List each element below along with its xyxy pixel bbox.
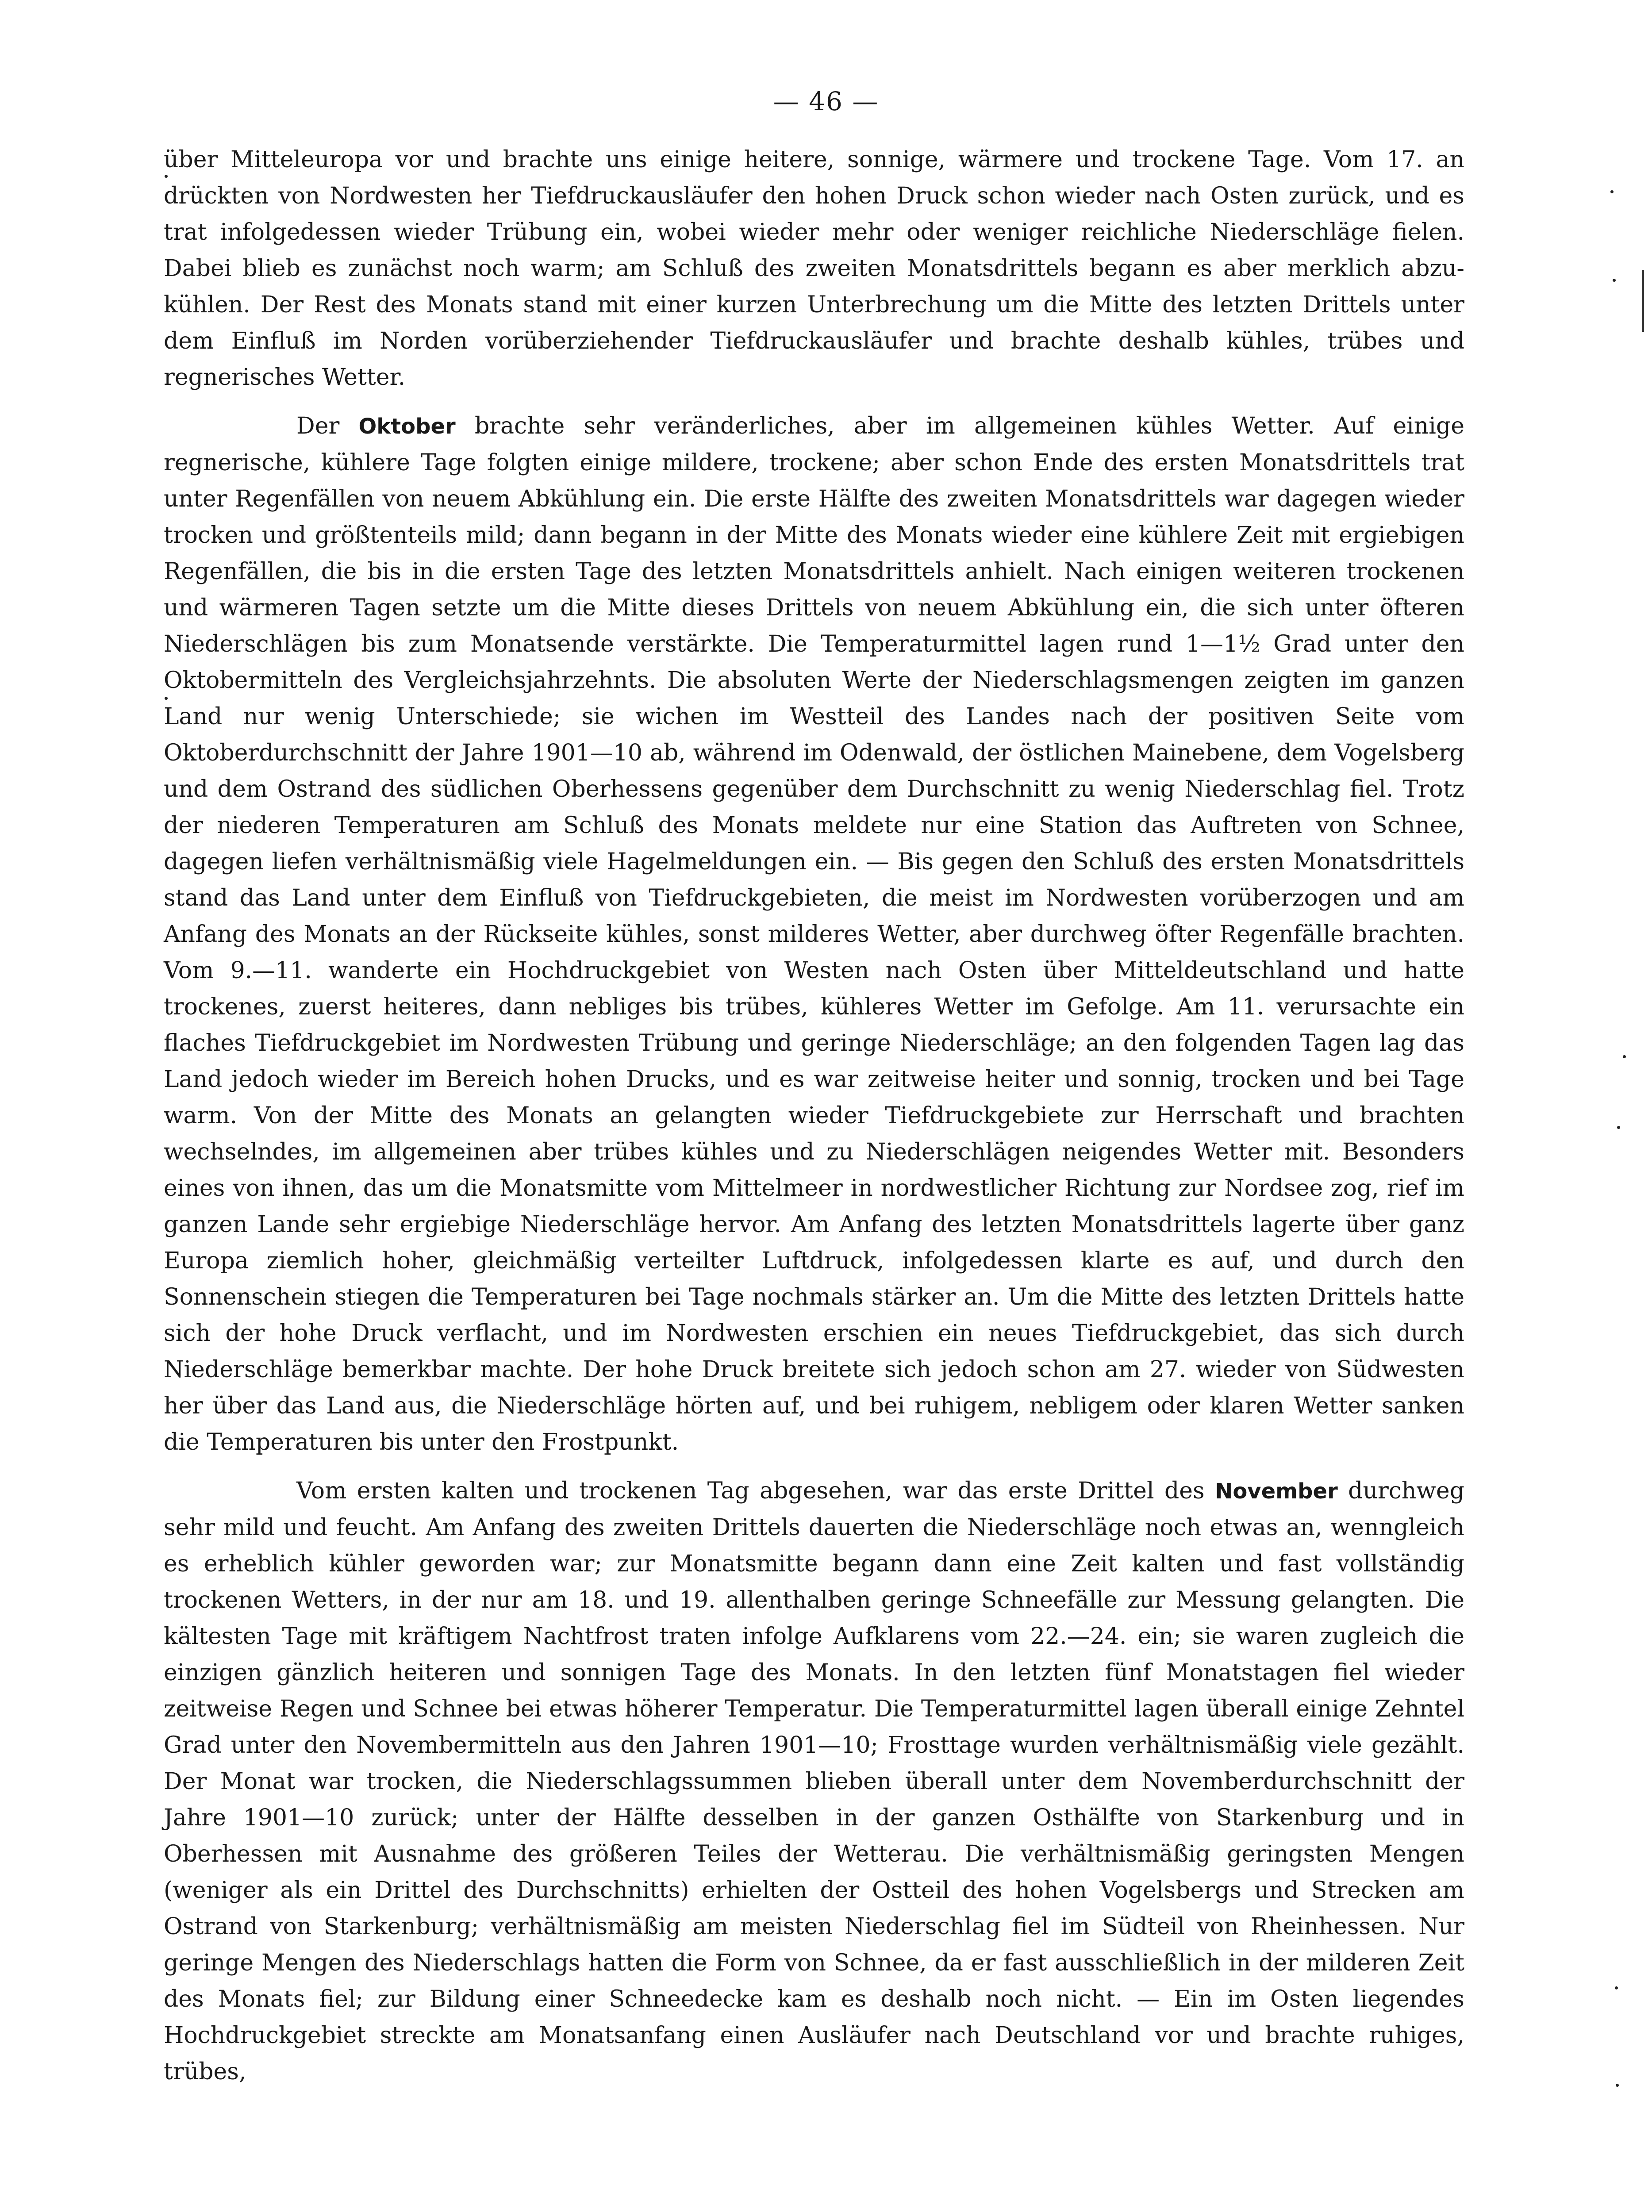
scan-speck xyxy=(1613,279,1616,282)
scan-speck xyxy=(165,175,168,178)
body-text xyxy=(164,142,1464,2102)
scan-line xyxy=(1642,270,1644,332)
month-heading-oktober: Oktober xyxy=(358,414,456,439)
paragraph-oktober xyxy=(164,408,1464,1460)
text-segment: durchweg sehr mild und feucht. Am Anfang des zweiten Drittels dauerten die Niederschläge noch etwas an, wenngleich es erheblich kühler geworden war; zur Monatsmitte begann dann eine Zeit kalten und fast vollständig trockenen Wetters, in der nur am 18. und 19. allenthalben geringe Schneefälle zur Messung gelangten. Die kältesten Tage mit kräftigem Nachtfrost traten infolge Aufklarens vom 22.—24. ein; sie waren zugleich die einzigen gänzlich heiteren und sonnigen Tage des Monats. In den letzten fünf Monatstagen fiel wieder zeitweise Regen und Schnee bei etwas höherer Temperatur. Die Temperaturmittel lagen überall einige Zehntel Grad unter den Novembermitteln aus den Jahren 1901—10; Frosttage wurden verhältnismäßig viele gezählt. Der Monat war trocken, die Niederschlagssummen blieben überall unter dem Novemberdurchschnitt der Jahre 1901—10 zurück; unter der Hälfte desselben in der ganzen Osthälfte von Starkenburg und in Oberhessen mit Ausnahme des größeren Teiles der Wetterau. Die verhältnismäßig geringsten Mengen (weniger als ein Drittel des Durchschnitts) erhielten der Ostteil des hohen Vogelsbergs und Strecken am Ostrand von Starkenburg; verhältnismäßig am meisten Niederschlag fiel im Südteil von Rheinhessen. Nur geringe Mengen des Niederschlags hatten die Form von Schnee, da er fast ausschließlich in der milderen Zeit des Monats fiel; zur Bildung einer Schneedecke kam es deshalb noch nicht. — Ein im Osten liegendes Hochdruckgebiet streckte am Monatsanfang einen Ausläufer nach Deutschland vor und brachte ruhiges, trübes, xyxy=(164,1478,1464,2085)
paragraph-november xyxy=(164,1473,1464,2090)
text-segment: über Mitteleuropa vor und brachte uns einige heitere, sonnige, wärmere und trockene Tage. Vom 17. an drückten von Nordwesten her Tiefdruckausläufer den hohen Druck schon wieder nach Osten zurück, und es trat infolgedessen wieder Trübung ein, wobei wieder mehr oder weniger reichliche Niederschläge fielen. Dabei blieb es zunächst noch warm; am Schluß des zweiten Monatsdrittels begann es aber merklich abzukühlen. Der Rest des Monats stand mit einer kurzen Unterbrechung um die Mitte des letzten Drittels unter dem Einfluß im Norden vorüberziehender Tiefdruckausläufer und brachte deshalb kühles, trübes und regnerisches Wetter. xyxy=(164,146,1464,391)
text-segment: Der xyxy=(296,413,359,439)
paragraph-september-end xyxy=(164,142,1464,396)
scan-speck xyxy=(1617,1126,1620,1129)
text-segment: Vom ersten kalten und trockenen Tag abgesehen, war das erste Drittel des xyxy=(296,1478,1215,1504)
scan-speck xyxy=(165,697,168,700)
scan-speck xyxy=(1623,1055,1626,1058)
month-heading-november: November xyxy=(1215,1479,1338,1504)
scan-speck xyxy=(1616,2084,1619,2087)
text-segment: brachte sehr veränderliches, aber im allgemeinen kühles Wetter. Auf einige regnerische, kühlere Tage folgten einige mildere, trockene; aber schon Ende des ersten Monatsdrittels trat unter Regenfällen von neuem Abkühlung ein. Die erste Hälfte des zweiten Monatsdrittels war dagegen wieder trocken und größtenteils mild; dann begann in der Mitte des Monats wieder eine kühlere Zeit mit ergiebigen Regenfällen, die bis in die ersten Tage des letzten Monatsdrittels anhielt. Nach einigen weiteren trockenen und wärmeren Tagen setzte um die Mitte dieses Drittels von neuem Abkühlung ein, die sich unter öfteren Niederschlägen bis zum Monatsende verstärkte. Die Temperaturmittel lagen rund 1—1½ Grad unter den Oktobermitteln des Vergleichsjahrzehnts. Die absoluten Werte der Niederschlagsmengen zeigten im ganzen Land nur wenig Unterschiede; sie wichen im Westteil des Landes nach der positiven Seite vom Oktoberdurchschnitt der Jahre 1901—10 ab, während im Odenwald, der östlichen Mainebene, dem Vogelsberg und dem Ostrand des südlichen Oberhessens gegenüber dem Durchschnitt zu wenig Niederschlag fiel. Trotz der niederen Temperaturen am Schluß des Monats meldete nur eine Station das Auftreten von Schnee, dagegen liefen verhältnismäßig viele Hagelmeldungen ein. — Bis gegen den Schluß des ersten Monatsdrittels stand das Land unter dem Einfluß von Tiefdruckgebieten, die meist im Nordwesten vorüberzogen und am Anfang des Monats an der Rückseite kühles, sonst milderes Wetter, aber durchweg öfter Regenfälle brachten. Vom 9.—11. wanderte ein Hochdruckgebiet von Westen nach Osten über Mitteldeutschland und hatte trockenes, zuerst heiteres, dann nebliges bis trübes, kühleres Wetter im Gefolge. Am 11. verursachte ein flaches Tiefdruckgebiet im Nordwesten Trübung und geringe Niederschläge; an den folgenden Tagen lag das Land jedoch wieder im Bereich hohen Drucks, und es war zeitweise heiter und sonnig, trocken und bei Tage warm. Von der Mitte des Monats an gelangten wieder Tiefdruckgebiete zur Herrschaft und brachten wechselndes, im allgemeinen aber trübes kühles und zu Niederschlägen neigendes Wetter mit. Besonders eines von ihnen, das um die Monatsmitte vom Mittelmeer in nordwestlicher Richtung zur Nordsee zog, rief im ganzen Lande sehr ergiebige Niederschläge hervor. Am Anfang des letzten Monatsdrittels lagerte über ganz Europa ziemlich hoher, gleichmäßig verteilter Luftdruck, infolgedessen klarte es auf, und durch den Sonnenschein stiegen die Temperaturen bei Tage nochmals stärker an. Um die Mitte des letzten Drittels hatte sich der hohe Druck verflacht, und im Nordwesten erschien ein neues Tiefdruckgebiet, das sich durch Niederschläge bemerkbar machte. Der hohe Druck breitete sich jedoch schon am 27. wieder von Südwesten her über das Land aus, die Niederschläge hörten auf, und bei ruhigem, nebligem oder klaren Wetter sanken die Temperaturen bis unter den Frostpunkt. xyxy=(164,413,1464,1455)
scan-speck xyxy=(1610,190,1614,193)
scan-speck xyxy=(1615,1986,1618,1989)
page-number: — 46 — xyxy=(773,86,879,116)
